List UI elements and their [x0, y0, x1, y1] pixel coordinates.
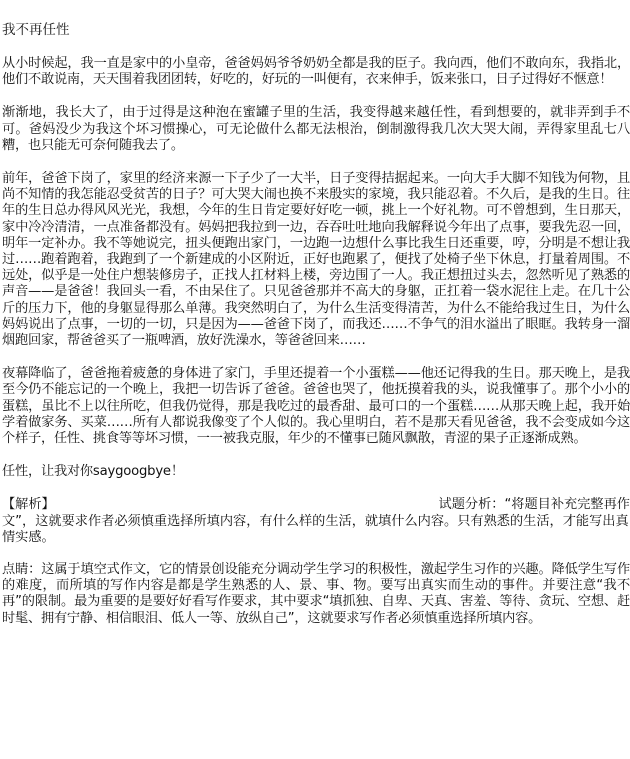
analysis-label: 【解析】: [2, 497, 55, 513]
paragraph-1: 从小时候起，我一直是家中的小皇帝，爸爸妈妈爷爷奶奶全都是我的臣子。我向西，他们不敢向东，我指北，他们不敢说南，天天围着我团团转，好吃的，好玩的一叫便有，衣来伸手，饭来张口，日子过得好不惬意！: [2, 56, 630, 88]
paragraph-2: 渐渐地，我长大了，由于过得是这种泡在蜜罐子里的生活，我变得越来越任性，看到想要的，就非弄到手不可。爸妈没少为我这个坏习惯操心，可无论做什么都无法根治，倒制激得我几次大哭大闹，弄得家里乱七八糟，也只能无可奈何随我去了。: [2, 105, 630, 153]
points-paragraph: 点睛：这属于填空式作文，它的情景创设能充分调动学生学习的积极性，激起学生习作的兴趣。降低学生写作的难度，而所填的写作内容是都是学生熟悉的人、景、事、物。要写出真实而生动的事件。并要注意“我不再”的限制。最为重要的是要好好看写作要求，其中要求“填抓独、自卑、天真、害羞、等待、贪玩、空想、赶时髦、拥有宁静、相信眼泪、低人一等、放纵自己”，这就要求写作者必须慎重选择所填内容。: [2, 562, 630, 626]
analysis-header: [2, 497, 630, 513]
paragraph-4: 夜幕降临了，爸爸拖着疲惫的身体进了家门，手里还提着一个小蛋糕——他还记得我的生日。那天晚上，是我至今仍不能忘记的一个晚上，我把一切告诉了爸爸。爸爸也哭了，他抚摸着我的头，说我懂事了。那个小小的蛋糕，虽比不上以往所吃，但我仍觉得，那是我吃过的最香甜、最可口的一个蛋糕……从那天晚上起，我开始学着做家务、买菜……所有人都说我像变了个人似的。我心里明白，若不是那天看见爸爸，我不会变成如今这个样子，任性、挑食等等坏习惯，一一被我克服，年少的不懂事已随风飘散，青涩的果子正逐渐成熟。: [2, 366, 630, 447]
analysis-right-text: 试题分析：“将题目补充完整再作: [438, 497, 630, 513]
essay-title: 我不再任性: [2, 22, 70, 38]
analysis-body: 文”，这就要求作者必须慎重选择所填内容，有什么样的生活，就填什么内容。只有熟悉的生活，才能写出真情实感。: [2, 513, 629, 545]
paragraph-3: 前年，爸爸下岗了，家里的经济来源一下子少了一大半，日子变得拮据起来。一向大手大脚不知钱为何物，且尚不知情的我怎能忍受贫苦的日子？可大哭大闹也换不来殷实的家境，我只能忍着。不久后，是我的生日。往年的生日总办得风风光光，我想，今年的生日肯定要好好吃一顿，挑上一个好礼物。可不曾想到，生日那天，家中冷冷清清，一点准备都没有。妈妈把我拉到一边，吞吞吐吐地向我解释说今年出了点事，要我先忍一回，明年一定补办。我不等她说完，扭头便跑出家门，一边跑一边想什么事比我生日还重要，哼，分明是不想让我过……跑着跑着，我跑到了一个新建成的小区附近，正好也跑累了，便找了处椅子坐下休息，打量着周围。不远处，似乎是一处住户想装修房子，正找人扛材料上楼，旁边围了一人。我正想扭过头去，忽然听见了熟悉的声音——是爸爸！我回头一看，不由呆住了。只见爸爸那并不高大的身躯，正扛着一袋水泥往上走。在几十公斤的压力下，他的身躯显得那么单薄。我突然明白了，为什么生活变得清苦，为什么不能给我过生日，为什么妈妈说出了点事，一切的一切，只是因为——爸爸下岗了，而我还……不争气的泪水溢出了眼眶。我转身一溜烟跑回家，帮爸爸买了一瓶啤酒，放好洗澡水，等爸爸回来……: [2, 171, 630, 349]
paragraph-5: 任性，让我对你saygoogbye！: [2, 464, 184, 480]
